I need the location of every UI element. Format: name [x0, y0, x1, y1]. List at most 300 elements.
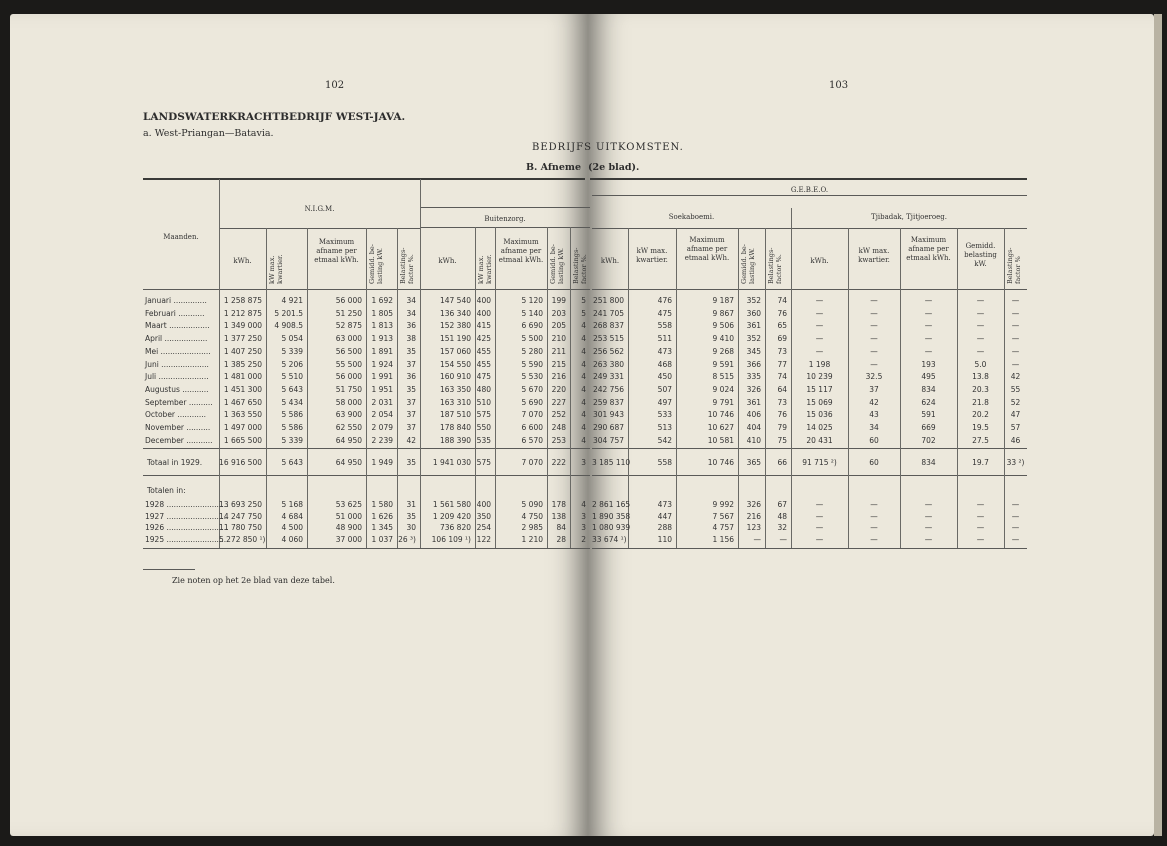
totalen-nigm-cell: 11 780 750: [219, 523, 262, 532]
tjibadak-cell: 46: [1010, 435, 1021, 445]
tjibadak-cell: 60: [869, 435, 879, 445]
totalen-nigm-cell: 1 345: [371, 523, 393, 532]
buitenzorg-cell: 5 690: [521, 397, 543, 407]
nigm-cell: 5 339: [281, 346, 303, 356]
soekaboemi-cell: 9 591: [712, 359, 734, 369]
nigm-cell: 1 497 000: [223, 423, 262, 432]
totalen-soekaboemi-cell: 110: [657, 534, 672, 544]
soekaboemi-cell: 9 268: [712, 346, 734, 356]
totalen-buitenzorg-cell: 1 210: [521, 534, 543, 544]
soekaboemi-cell: 74: [777, 296, 787, 305]
nigm-cell: 4 921: [281, 296, 303, 305]
month-label: October ............: [145, 410, 207, 420]
nigm-cell: 35: [406, 346, 416, 356]
tjibadak-cell: —: [815, 296, 824, 305]
header-maanden: Maanden.: [163, 233, 199, 241]
nigm-cell: 52 875: [335, 321, 362, 331]
soekaboemi-cell: 64: [777, 384, 787, 394]
table-subtitle-right: (2e blad).: [588, 162, 640, 173]
totaal-buitenzorg-cell: 7 070: [521, 458, 543, 467]
nigm-cell: 5 339: [281, 435, 303, 445]
buitenzorg-cell: 5 500: [521, 334, 543, 344]
buitenzorg-cell: 215: [551, 359, 566, 369]
nigm-cell: 2 239: [371, 435, 393, 445]
soekaboemi-cell: 253 515: [592, 334, 624, 344]
soekaboemi-cell: 473: [657, 346, 672, 356]
nigm-cell: 63 000: [335, 334, 362, 344]
totalen-buitenzorg-cell: 400: [476, 500, 491, 509]
soekaboemi-cell: 406: [746, 410, 761, 420]
tjibadak-cell: —: [870, 359, 878, 369]
nigm-cell: 5 201.5: [274, 308, 303, 318]
totalen-tjibadak-cell: —: [870, 500, 878, 509]
totalen-nigm-cell: 5 272 850 ¹): [219, 534, 266, 544]
totaal-nigm-cell: 16 916 500: [219, 458, 262, 467]
nigm-cell: 63 900: [335, 410, 362, 420]
table-top-rule-right: [590, 178, 1027, 180]
nigm-cell: 5 510: [281, 372, 303, 382]
buitenzorg-cell: 475: [476, 372, 491, 382]
soekaboemi-cell: 468: [657, 359, 672, 369]
tjibadak-cell: 624: [921, 397, 936, 407]
buitenzorg-cell: 425: [476, 334, 491, 344]
totalen-tjibadak-cell: —: [815, 523, 824, 532]
soekaboemi-cell: 304 757: [592, 435, 624, 445]
year-label: 1925 ..........................: [145, 534, 229, 544]
nigm-cell: 1 991: [371, 372, 393, 382]
nigm-cell: 37: [406, 359, 416, 369]
buitenzorg-cell: 455: [476, 346, 491, 356]
right-page-number: 103: [829, 80, 849, 91]
tjibadak-cell: —: [815, 334, 824, 344]
nigm-cell: 64 950: [335, 435, 362, 445]
soekaboemi-cell: 256 562: [592, 346, 624, 356]
soekaboemi-cell: 242 756: [592, 384, 624, 394]
buitenzorg-cell: 5: [581, 296, 586, 305]
totalen-soekaboemi-cell: 1 080 939: [592, 523, 631, 532]
buitenzorg-cell: 147 540: [439, 296, 471, 305]
soekaboemi-cell: 259 837: [592, 397, 624, 407]
soekaboemi-cell: 73: [777, 346, 787, 356]
totalen-soekaboemi-cell: 473: [657, 500, 672, 509]
col-belasting: Belastings-factor %.: [767, 247, 783, 284]
tjibadak-cell: 27.5: [972, 435, 989, 445]
soekaboemi-cell: 345: [746, 346, 761, 356]
totalen-buitenzorg-cell: 138: [551, 511, 566, 521]
soekaboemi-cell: 301 943: [592, 410, 624, 420]
col-belasting: Belastings-factor %.: [399, 247, 415, 284]
buitenzorg-cell: 216: [551, 372, 566, 382]
month-label: November ..........: [145, 423, 211, 432]
soekaboemi-cell: 404: [746, 423, 761, 432]
totalen-tjibadak-cell: —: [870, 534, 878, 544]
totalen-soekaboemi-cell: 7 567: [712, 511, 734, 521]
tjibadak-cell: 495: [921, 372, 936, 382]
tjibadak-cell: 19.5: [972, 423, 989, 432]
totalen-tjibadak-cell: —: [815, 534, 824, 544]
tjibadak-cell: —: [870, 308, 878, 318]
soekaboemi-cell: 360: [746, 308, 761, 318]
tjibadak-cell: 52: [1010, 397, 1021, 407]
tjibadak-cell: —: [976, 334, 985, 344]
buitenzorg-cell: 252: [551, 410, 566, 420]
nigm-cell: 62 550: [335, 423, 362, 432]
totalen-nigm-cell: 37 000: [335, 534, 362, 544]
nigm-cell: 1 377 250: [223, 334, 262, 344]
buitenzorg-cell: 163 350: [439, 384, 471, 394]
totalen-tjibadak-cell: —: [924, 500, 933, 509]
tjibadak-cell: —: [924, 296, 933, 305]
totalen-nigm-cell: 48 900: [335, 523, 362, 532]
buitenzorg-cell: 4: [581, 384, 586, 394]
year-label: 1927 ..........................: [145, 511, 229, 521]
tjibadak-cell: 591: [921, 410, 936, 420]
soekaboemi-cell: 69: [777, 334, 787, 344]
soekaboemi-cell: 410: [746, 435, 761, 445]
soekaboemi-cell: 352: [746, 334, 761, 344]
nigm-cell: 1 451 300: [223, 384, 262, 394]
buitenzorg-cell: 400: [476, 296, 491, 305]
buitenzorg-group-rule: [420, 207, 590, 208]
totaal-tjibadak-cell: 834: [921, 458, 936, 467]
nigm-cell: 36: [406, 321, 416, 331]
buitenzorg-cell: 205: [551, 321, 566, 331]
totalen-buitenzorg-cell: 122: [476, 534, 491, 544]
tjibadak-cell: 5.0: [974, 359, 987, 369]
totalen-nigm-cell: 4 060: [281, 534, 303, 544]
buitenzorg-cell: 5 140: [521, 308, 543, 318]
totalen-soekaboemi-cell: —: [753, 534, 761, 544]
soekaboemi-cell: 450: [657, 372, 672, 382]
col-gemidd: Gemidd. be-lasting kW.: [740, 244, 756, 284]
col-kwh: kWh.: [600, 257, 620, 265]
soekaboemi-cell: 9 187: [712, 296, 734, 305]
totalen-nigm-cell: 13 693 250: [219, 500, 262, 509]
nigm-cell: 42: [406, 435, 416, 445]
buitenzorg-cell: 455: [476, 359, 491, 369]
totaal-soekaboemi-cell: 10 746: [707, 458, 734, 467]
table-top-rule-left: [143, 178, 585, 180]
totalen-soekaboemi-cell: 9 992: [712, 500, 734, 509]
soekaboemi-cell: 9 024: [712, 384, 734, 394]
nigm-cell: 55 500: [335, 359, 362, 369]
tjibadak-cell: 10 239: [806, 372, 833, 382]
totalen-nigm-cell: 4 684: [281, 511, 303, 521]
buitenzorg-cell: 550: [476, 423, 491, 432]
nigm-cell: 51 250: [335, 308, 362, 318]
col-kwh: kWh.: [810, 257, 829, 265]
totalen-buitenzorg-cell: 350: [476, 511, 491, 521]
nigm-cell: 1 481 000: [223, 372, 262, 382]
buitenzorg-cell: 480: [476, 384, 491, 394]
tjibadak-cell: —: [870, 334, 878, 344]
totaal-buitenzorg-cell: 1 941 030: [432, 458, 471, 467]
totalen-buitenzorg-cell: 2 985: [521, 523, 543, 532]
totalen-nigm-cell: 4 500: [281, 523, 303, 532]
tjibadak-cell: —: [870, 346, 878, 356]
soekaboemi-cell: 361: [746, 321, 761, 331]
soekaboemi-cell: 9 791: [712, 397, 734, 407]
totalen-nigm-cell: 1 037: [371, 534, 393, 544]
totalen-nigm-cell: 14 247 750: [219, 511, 262, 521]
footnote-rule: [143, 569, 195, 570]
buitenzorg-cell: 4: [581, 397, 586, 407]
tjibadak-cell: 42: [1010, 372, 1021, 382]
buitenzorg-cell: 6 600: [521, 423, 543, 432]
soekaboemi-cell: 268 837: [592, 321, 624, 331]
totaal-buitenzorg-cell: 222: [551, 458, 566, 467]
totalen-soekaboemi-cell: 4 757: [712, 523, 734, 532]
totaal-soekaboemi-cell: 365: [746, 458, 761, 467]
totalen-nigm-cell: 1 626: [371, 511, 393, 521]
tjibadak-cell: 13.8: [972, 372, 989, 382]
month-label: December ...........: [145, 435, 213, 445]
buitenzorg-cell: 152 380: [439, 321, 471, 331]
col-gemidd: Gemidd. be-lasting kW.: [549, 244, 565, 284]
nigm-cell: 1 891: [371, 346, 393, 356]
buitenzorg-cell: 248: [551, 423, 566, 432]
buitenzorg-cell: 415: [476, 321, 491, 331]
totaal-label: Totaal in 1929.: [147, 458, 203, 467]
buitenzorg-cell: 5 590: [521, 359, 543, 369]
totalen-soekaboemi-cell: —: [779, 534, 787, 544]
totaal-nigm-cell: 64 950: [335, 458, 362, 467]
totalen-tjibadak-cell: —: [1011, 511, 1020, 521]
month-label: Februari ...........: [145, 308, 205, 318]
buitenzorg-cell: 5 530: [521, 372, 543, 382]
col-gemidd: Gemidd. be-lasting kW.: [368, 244, 384, 284]
tjibadak-cell: 57: [1010, 423, 1021, 432]
nigm-cell: 1 665 500: [223, 435, 262, 445]
totalen-buitenzorg-cell: 2: [581, 534, 586, 544]
totaal-soekaboemi-cell: 3 185 110: [592, 458, 631, 467]
buitenzorg-cell: 4: [581, 321, 586, 331]
soekaboemi-cell: 65: [777, 321, 787, 331]
buitenzorg-cell: 6 690: [521, 321, 543, 331]
totalen-buitenzorg-cell: 84: [556, 523, 566, 532]
nigm-cell: 56 000: [335, 372, 362, 382]
nigm-cell: 1 258 875: [223, 296, 262, 305]
tjibadak-cell: —: [815, 346, 824, 356]
nigm-cell: 1 805: [371, 308, 393, 318]
buitenzorg-sub-rule: [420, 227, 590, 228]
soekaboemi-cell: 79: [777, 423, 787, 432]
soekaboemi-cell: 241 705: [592, 308, 624, 318]
totaal-nigm-cell: 5 643: [281, 458, 303, 467]
totalen-buitenzorg-cell: 28: [556, 534, 566, 544]
tjibadak-cell: 21.8: [972, 397, 989, 407]
buitenzorg-cell: 211: [551, 346, 566, 356]
totalen-soekaboemi-cell: 32: [777, 523, 787, 532]
tjibadak-cell: 20 431: [806, 435, 833, 445]
nigm-cell: 38: [406, 334, 416, 344]
totalen-tjibadak-cell: —: [815, 500, 824, 509]
tjibadak-cell: 32.5: [865, 372, 883, 382]
soekaboemi-cell: 497: [657, 397, 672, 407]
soekaboemi-cell: 558: [657, 321, 672, 331]
totalen-tjibadak-cell: —: [976, 523, 985, 532]
soekaboemi-cell: 77: [777, 359, 787, 369]
totalen-soekaboemi-cell: 48: [777, 511, 787, 521]
nigm-cell: 34: [406, 308, 416, 318]
col-maximum: Maximum afname per etmaal kWh.: [498, 238, 544, 264]
nigm-cell: 1 385 250: [223, 359, 262, 369]
tjibadak-cell: 193: [921, 359, 936, 369]
soekaboemi-cell: 476: [657, 296, 672, 305]
nigm-cell: 56 500: [335, 346, 362, 356]
buitenzorg-cell: 178 840: [439, 423, 471, 432]
nigm-cell: 1 467 650: [223, 397, 262, 407]
col-kw-max: kW max. kwartier.: [268, 254, 284, 284]
tjibadak-cell: —: [976, 296, 985, 305]
totaal-buitenzorg-cell: 3: [581, 458, 586, 467]
totaal-soekaboemi-cell: 66: [777, 458, 787, 467]
totalen-buitenzorg-cell: 1 209 420: [432, 511, 471, 521]
nigm-cell: 5 054: [281, 334, 303, 344]
soekaboemi-cell: 263 380: [592, 359, 624, 369]
nigm-cell: 4 908.5: [274, 321, 303, 331]
month-label: Juni ....................: [145, 359, 209, 369]
nigm-cell: 58 000: [335, 397, 362, 407]
totalen-soekaboemi-cell: 33 674 ¹): [592, 534, 627, 544]
tjibadak-cell: 20.2: [972, 410, 989, 420]
col-kw-max: kW max. kwartier.: [636, 247, 668, 264]
buitenzorg-cell: 220: [551, 384, 566, 394]
soekaboemi-cell: 10 627: [707, 423, 734, 432]
year-label: 1926 ..........................: [145, 523, 229, 532]
buitenzorg-cell: 5 280: [521, 346, 543, 356]
col-belasting: Belastings-factor %.: [572, 247, 588, 284]
totalen-soekaboemi-cell: 2 861 165: [592, 500, 631, 509]
tjibadak-cell: —: [924, 321, 933, 331]
soekaboemi-cell: 326: [746, 384, 761, 394]
tjibadak-cell: 37: [869, 384, 879, 394]
tjibadak-cell: —: [924, 334, 933, 344]
buitenzorg-cell: 253: [551, 435, 566, 445]
totalen-soekaboemi-cell: 447: [657, 511, 672, 521]
buitenzorg-cell: 203: [551, 308, 566, 318]
totalen-tjibadak-cell: —: [870, 511, 878, 521]
soekaboemi-cell: 9 867: [712, 308, 734, 318]
totalen-tjibadak-cell: —: [1011, 500, 1020, 509]
soekaboemi-cell: 75: [777, 435, 787, 445]
totaal-tjibadak-cell: 91 715 ²): [802, 458, 837, 467]
totalen-soekaboemi-cell: 1 156: [712, 534, 734, 544]
buitenzorg-cell: 154 550: [439, 359, 471, 369]
header-sockaboemi: Soekaboemi.: [668, 213, 715, 221]
tjibadak-cell: —: [924, 308, 933, 318]
buitenzorg-cell: 7 070: [521, 410, 543, 420]
buitenzorg-cell: 188 390: [439, 435, 471, 445]
col-kw-max: kW max. kwartier.: [477, 254, 493, 284]
totalen-buitenzorg-cell: 5 090: [521, 500, 543, 509]
tjibadak-cell: 14 025: [806, 423, 833, 432]
tjibadak-cell: —: [815, 308, 824, 318]
buitenzorg-cell: 5 120: [521, 296, 543, 305]
region-heading: a. West-Priangan—Batavia.: [143, 128, 274, 139]
nigm-cell: 1 951: [371, 384, 393, 394]
nigm-cell: 1 913: [371, 334, 393, 344]
soekaboemi-cell: 366: [746, 359, 761, 369]
totalen-soekaboemi-cell: 123: [746, 523, 761, 532]
months-bottom-rule-right: [592, 448, 1027, 449]
soekaboemi-cell: 249 331: [592, 372, 624, 382]
tjibadak-cell: —: [1011, 334, 1020, 344]
soekaboemi-cell: 511: [657, 334, 672, 344]
org-heading: LANDSWATERKRACHTBEDRIJF WEST-JAVA.: [143, 111, 406, 123]
soekaboemi-cell: 8 515: [712, 372, 734, 382]
header-nigm: N.I.G.M.: [304, 205, 335, 213]
buitenzorg-cell: 199: [551, 296, 566, 305]
month-label: Juli .....................: [145, 372, 209, 382]
month-label: September ..........: [145, 397, 213, 407]
totalen-tjibadak-cell: —: [870, 523, 878, 532]
totalen-label: Totalen in:: [147, 486, 186, 495]
soekaboemi-cell: 542: [657, 435, 672, 445]
buitenzorg-cell: 535: [476, 435, 491, 445]
tjibadak-cell: 55: [1010, 384, 1021, 394]
month-label: April ..................: [145, 334, 208, 344]
nigm-cell: 1 212 875: [223, 308, 262, 318]
tjibadak-cell: 834: [921, 384, 936, 394]
buitenzorg-cell: 4: [581, 346, 586, 356]
tjibadak-cell: 1 198: [808, 359, 831, 369]
nigm-cell: 56 000: [335, 296, 362, 305]
buitenzorg-cell: 4: [581, 410, 586, 420]
totalen-nigm-cell: 26 ³): [398, 534, 416, 544]
soekaboemi-cell: 9 506: [712, 321, 734, 331]
header-buitenzorg: Buitenzorg.: [484, 215, 526, 223]
totalen-buitenzorg-cell: 178: [551, 500, 566, 509]
nigm-cell: 1 363 550: [223, 410, 262, 420]
tjibadak-cell: —: [1011, 321, 1020, 331]
tjibadak-cell: —: [1011, 308, 1020, 318]
totalen-soekaboemi-cell: 67: [777, 500, 787, 509]
tjibadak-cell: 47: [1010, 410, 1021, 420]
nigm-cell: 5 643: [281, 384, 303, 394]
totalen-tjibadak-cell: —: [976, 534, 985, 544]
soekaboemi-cell: 73: [777, 397, 787, 407]
month-label: Augustus ...........: [145, 384, 209, 394]
totalen-buitenzorg-cell: 1 561 580: [432, 500, 471, 509]
tjibadak-cell: 702: [921, 435, 936, 445]
totalen-tjibadak-cell: —: [924, 534, 933, 544]
totalen-soekaboemi-cell: 1 890 358: [592, 511, 631, 521]
soekaboemi-cell: 475: [657, 308, 672, 318]
soekaboemi-cell: 9 410: [712, 334, 734, 344]
tjibadak-cell: 669: [921, 423, 936, 432]
tjibadak-cell: —: [976, 308, 985, 318]
totalen-tjibadak-cell: —: [815, 511, 824, 521]
tjibadak-cell: —: [976, 346, 985, 356]
totaal-buitenzorg-cell: 575: [476, 458, 491, 467]
totalen-soekaboemi-cell: 216: [746, 511, 761, 521]
tjibadak-cell: —: [1011, 346, 1020, 356]
nigm-cell: 5 434: [281, 397, 303, 407]
totalen-buitenzorg-cell: 254: [476, 523, 491, 532]
buitenzorg-cell: 160 910: [439, 372, 471, 382]
table-title-right: UITKOMSTEN.: [596, 142, 684, 153]
nigm-cell: 1 813: [371, 321, 393, 331]
tjibadak-cell: 34: [869, 423, 879, 432]
buitenzorg-cell: 6 570: [521, 435, 543, 445]
nigm-cell: 2 054: [371, 410, 393, 420]
buitenzorg-cell: 151 190: [439, 334, 471, 344]
soekaboemi-cell: 290 687: [592, 423, 624, 432]
col-gemidd: Gemidd. belasting kW.: [964, 242, 997, 268]
nigm-cell: 2 079: [371, 423, 393, 432]
totalen-nigm-cell: 5 168: [281, 500, 303, 509]
